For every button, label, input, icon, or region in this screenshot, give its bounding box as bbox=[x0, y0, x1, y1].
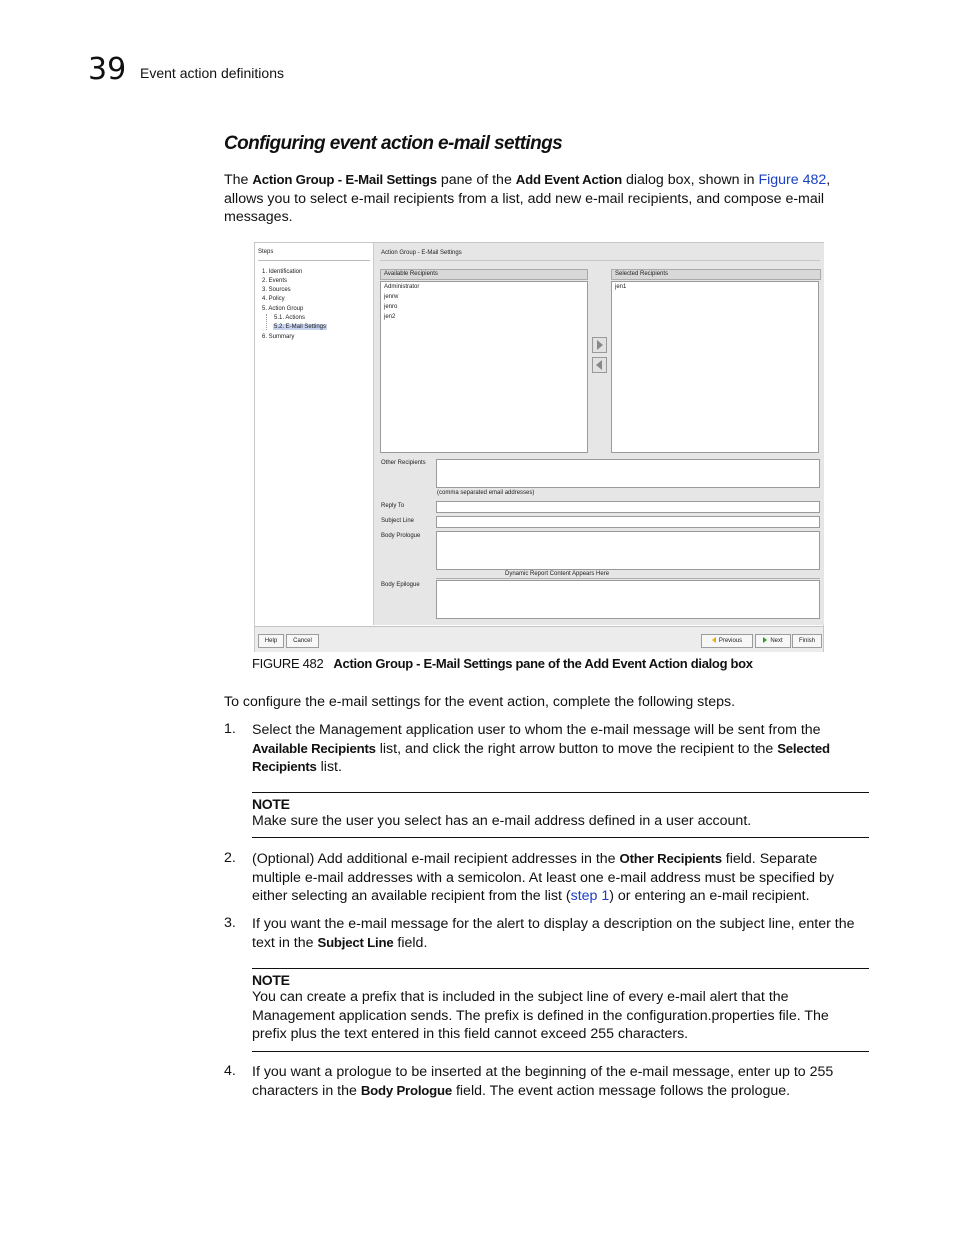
list-item[interactable]: jenro bbox=[384, 304, 398, 310]
step-number: 4. bbox=[224, 1063, 236, 1079]
note-bottom-rule bbox=[252, 1051, 869, 1052]
chapter-title: Event action definitions bbox=[140, 65, 284, 81]
instructions-intro: To configure the e-mail settings for the event action, complete the following steps. bbox=[224, 694, 736, 710]
dialog-button-bar bbox=[255, 626, 823, 652]
add-event-action-dialog bbox=[254, 242, 824, 652]
body-epilogue-field[interactable] bbox=[436, 580, 820, 619]
body-epilogue-label: Body Epilogue bbox=[381, 582, 420, 588]
move-left-button[interactable] bbox=[592, 357, 607, 373]
previous-icon bbox=[712, 637, 716, 643]
note-top-rule bbox=[252, 792, 869, 793]
note-heading: NOTE bbox=[252, 796, 290, 812]
subject-line-label: Subject Line bbox=[381, 518, 415, 524]
body-prologue-field[interactable] bbox=[436, 531, 820, 570]
step-3-text: If you want the e-mail message for the alert to display a description on the subject line, enter the text in the Subject Line field. bbox=[252, 916, 855, 951]
note-top-rule bbox=[252, 968, 869, 969]
chapter-number: 39 bbox=[88, 52, 127, 87]
note-text: Make sure the user you select has an e-mail address defined in a user account. bbox=[252, 813, 752, 829]
arrow-left-icon bbox=[596, 360, 602, 370]
dynamic-content-label: Dynamic Report Content Appears Here bbox=[505, 571, 610, 577]
figure-link[interactable]: Figure 482 bbox=[758, 172, 827, 188]
pane-title: Action Group - E-Mail Settings bbox=[381, 250, 462, 256]
note-heading: NOTE bbox=[252, 972, 290, 988]
intro-paragraph: The Action Group - E-Mail Settings pane of the Add Event Action dialog box, shown in Figure 482, allows you to select e-mail recipients from a list, add new e-mail recipients, and compose e-mail messages. bbox=[224, 172, 831, 226]
step-item[interactable]: 3. Sources bbox=[262, 287, 291, 293]
step-4-text: If you want a prologue to be inserted at the beginning of the e-mail message, enter up to 255 characters in the Body Prologue field. The event action message follows the prologue. bbox=[252, 1064, 834, 1099]
step-1-text: Select the Management application user to whom the e-mail message will be sent from the Available Recipients list, and click the right arrow button to move the recipient to the Selected Recipients list. bbox=[252, 722, 830, 776]
note-text: You can create a prefix that is included in the subject line of every e-mail alert that the Management application sends. The prefix is defined in the configuration.properties file. The prefix plus the text entered in this field cannot exceed 255 characters. bbox=[252, 989, 829, 1043]
other-recipients-hint: (comma separated email addresses) bbox=[437, 490, 535, 496]
available-recipients-list[interactable] bbox=[380, 281, 588, 453]
arrow-right-icon bbox=[597, 340, 603, 350]
step-item-selected[interactable]: 5.2. E-Mail Settings bbox=[274, 324, 327, 330]
step-1-link[interactable]: step 1 bbox=[570, 888, 610, 905]
list-item[interactable]: Administrator bbox=[384, 284, 420, 290]
step-item[interactable]: 2. Events bbox=[262, 278, 288, 284]
previous-button[interactable]: Previous bbox=[701, 634, 753, 648]
step-item[interactable]: 5.1. Actions bbox=[274, 315, 306, 321]
figure-label: FIGURE 482 bbox=[252, 656, 324, 671]
figure-caption-text: Action Group - E-Mail Settings pane of the Add Event Action dialog box bbox=[333, 656, 753, 671]
selected-recipients-list[interactable] bbox=[611, 281, 819, 453]
list-item[interactable]: jen2 bbox=[384, 314, 396, 320]
step-number: 2. bbox=[224, 850, 236, 866]
email-settings-pane bbox=[373, 243, 824, 625]
reply-to-label: Reply To bbox=[381, 503, 405, 509]
step-item[interactable]: 5. Action Group bbox=[262, 306, 304, 312]
steps-pane bbox=[255, 243, 372, 625]
available-recipients-header: Available Recipients bbox=[380, 269, 588, 280]
selected-recipients-header: Selected Recipients bbox=[611, 269, 821, 280]
list-item[interactable]: jenrw bbox=[384, 294, 399, 300]
cancel-button[interactable]: Cancel bbox=[286, 634, 319, 648]
move-right-button[interactable] bbox=[592, 337, 607, 353]
subject-line-field[interactable] bbox=[436, 516, 820, 528]
next-icon bbox=[763, 637, 767, 643]
step-number: 1. bbox=[224, 721, 236, 737]
note-bottom-rule bbox=[252, 837, 869, 838]
steps-title: Steps bbox=[258, 249, 274, 255]
list-item[interactable]: jen1 bbox=[615, 284, 627, 290]
step-2-text: (Optional) Add additional e-mail recipient addresses in the Other Recipients field. Separate multiple e-mail addresses with a semicolon. At least one e-mail address must be specified by either selecting an available recipient from the list (step 1) or entering an e-mail recipient. bbox=[252, 851, 834, 905]
next-button[interactable]: Next bbox=[755, 634, 791, 648]
step-item[interactable]: 4. Policy bbox=[262, 296, 285, 302]
figure-caption bbox=[252, 656, 753, 671]
section-title: Configuring event action e-mail settings bbox=[224, 133, 563, 154]
help-button[interactable]: Help bbox=[258, 634, 284, 648]
reply-to-field[interactable] bbox=[436, 501, 820, 513]
finish-button[interactable]: Finish bbox=[792, 634, 822, 648]
other-recipients-label: Other Recipients bbox=[381, 460, 426, 466]
step-number: 3. bbox=[224, 915, 236, 931]
other-recipients-field[interactable] bbox=[436, 459, 820, 488]
body-prologue-label: Body Prologue bbox=[381, 533, 421, 539]
step-item[interactable]: 1. Identification bbox=[262, 269, 303, 275]
step-item[interactable]: 6. Summary bbox=[262, 334, 295, 340]
